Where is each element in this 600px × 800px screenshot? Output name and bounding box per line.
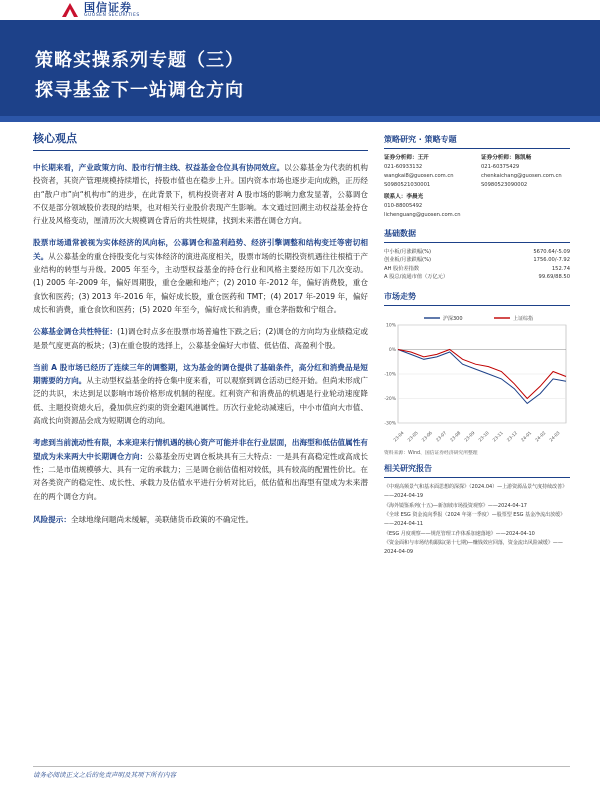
analyst-2-email[interactable]: chenkaichang@guosen.com.cn [481, 173, 562, 179]
footer-disclaimer: 请务必阅读正文之后的免责声明及其项下所有内容 [33, 771, 176, 779]
banner-stripe [0, 116, 600, 122]
logo-en: GUOSEN SECURITIES [84, 12, 140, 18]
market-trend-svg [384, 311, 570, 447]
x-tick-label: 23-09 [463, 431, 477, 444]
basic-data-row [384, 248, 570, 257]
x-tick-label: 24-02 [534, 431, 548, 444]
basic-data-key: AH 股价差指数 [384, 265, 420, 272]
market-trend-heading: 市场走势 [384, 291, 570, 306]
analyst-2-label: 证券分析师：陈凯畅 [481, 155, 532, 161]
paragraph-4 [33, 361, 368, 427]
analyst-2-phone: 021-60375429 [481, 164, 520, 170]
contact-block [384, 193, 570, 220]
analyst-1-phone: 021-60933132 [384, 164, 423, 170]
analyst-1-label: 证券分析师：王开 [384, 155, 429, 161]
paragraph-4-body: 从主动型权益基金的持仓集中度来看，可以观察到调仓活动已经开始。但尚未形成广泛的共识，未达到足以影响市场价格形成机制的程度。红利资产和消费品的机遇是行业轮动速度降低、主题投资熄火后，叠加供应约束的资金避风港属性。历次行业轮动减速后，中小市值向大市值、高成长向资源品会成为短期调仓的动向。 [33, 376, 369, 426]
related-report-item[interactable]: 《全球 ESG 资金流向季报（2024 年第一季度）—股票型 ESG 基金净流出放缓》——2024-04-11 [384, 512, 566, 528]
risk-text: 全球地缘问题尚未缓解，美联储货币政策的不确定性。 [70, 514, 254, 524]
legend-label: 沪深300 [443, 316, 463, 323]
footer-divider [33, 766, 570, 767]
x-tick-label: 23-10 [478, 431, 491, 444]
basic-data-row [384, 274, 570, 283]
basic-data-key: 创业板/月涨跌幅(%) [384, 257, 432, 264]
market-trend-chart [384, 311, 570, 447]
logo-cn: 国信证券 [84, 0, 132, 14]
page-title-line1: 策略实操系列专题（三） [35, 50, 244, 71]
basic-data-key: 中小板/月涨跌幅(%) [384, 248, 432, 255]
x-tick-label: 24-01 [520, 431, 534, 444]
basic-data-row [384, 257, 570, 266]
paragraph-3-lead: 公募基金调仓共性特征： [33, 327, 118, 337]
related-report-item[interactable]: 《中观高频景气和基本面思想的深探》（2024.04）—上游资源品景气度持续改善》——2024-04-19 [384, 484, 568, 500]
page-title-line2: 探寻基金下一站调仓方向 [35, 80, 244, 101]
sidebar [384, 134, 570, 558]
risk-label: 风险提示： [33, 514, 71, 524]
basic-data-key: A 股总/流通市值（万亿元） [384, 274, 449, 281]
paragraph-1-body: 以公募基金为代表的机构投资者，其资产管理规模持续增长，持股市值也在稳步上升。国内资本市场也逐步走向成熟，正历经由“散户市”向“机构市”的进步，在此背景下，机构投资者对 A 股市场的影响力愈发显著，公募调仓不仅是部分领域股价表现的结果，也对相关行业股价表现产生影响。本文通过回溯主动权益基金持仓行业及风格变动，厘清历次大规模调仓背后的共性规律，找到未来潜在调仓方向。 [33, 163, 368, 226]
related-report-item[interactable]: 《资金面和与市场结构跟踪(第十七期)—赚钱效应回落，资金流出风险减缓》——2024-04-09 [384, 540, 563, 556]
y-tick-label: -20% [384, 397, 396, 403]
basic-data-table [384, 248, 570, 282]
y-tick-label: -30% [384, 421, 396, 427]
contact-email[interactable]: lichenguang@guosen.com.cn [384, 212, 461, 218]
analyst-1-email[interactable]: wangkai8@guosen.com.cn [384, 173, 454, 179]
paragraph-1-lead: 中长期来看，产业政策方向、股市行情主线、权益基金仓位具有协同效应。 [33, 163, 285, 172]
paragraph-5-lead: 考虑到当前流动性有限，本来迎来行情机遇的核心资产可能并非在行业层面，出海型和低估值属性有望成为未来两大中长期调仓方向： [33, 438, 368, 461]
x-tick-label: 23-11 [492, 431, 505, 444]
basic-data-value: 152.74 [551, 265, 570, 272]
basic-data-heading: 基础数据 [384, 228, 570, 243]
related-reports-heading: 相关研究报告 [384, 463, 570, 478]
paragraph-5-body: 公募基金历史调仓板块具有三大特点：一是具有高稳定性或高成长性；二是市值规模够大、具有一定的承载力；三是调仓前估值相对较低，具有较高的配置性价比。在对各类资产的稳定性、成长性、承载力及估值水平进行分析对比后，低估值和出海型有望成为未来潜在的两个调仓方向。 [33, 451, 369, 501]
contact-phone: 010-88005492 [384, 203, 423, 209]
related-report-item[interactable]: 《ESG 月度观察——规范管理工作体系加速落地》——2024-04-10 [384, 530, 535, 537]
report-type: 策略研究 · 策略专题 [384, 134, 570, 149]
x-tick-label: 23-08 [449, 431, 463, 444]
paragraph-3 [33, 325, 368, 352]
paragraph-3-body: (1)调仓时点多在股票市场普遍性下跌之后；(2)调仓的方向均为业绩稳定或是景气度更高的板块；(3)在重仓股的选择上，公募基金偏好大市值、低估值、高盈利个股。 [33, 327, 368, 350]
core-views-heading: 核心观点 [33, 130, 368, 151]
core-views-column [33, 130, 368, 526]
y-tick-label: 0% [388, 348, 396, 354]
paragraph-2-lead: 股票市场通常被视为实体经济的风向标，公募调仓和盈利趋势、经济引擎调整和结构变迁等密切相关。 [33, 238, 368, 261]
chart-source-note: 资料来源：Wind、国信证券经济研究所整理 [384, 451, 478, 457]
basic-data-value: 5670.64/-5.09 [533, 248, 570, 255]
basic-data-value: 1756.00/-7.92 [533, 257, 570, 264]
related-report-item[interactable]: 《海外镜鉴系列(十五)—新加坡市场投资观察》——2024-04-17 [384, 502, 527, 509]
analyst-2-cert: S0980523090002 [481, 182, 528, 188]
basic-data-row [384, 265, 570, 274]
y-tick-label: 10% [385, 323, 396, 329]
x-tick-label: 23-07 [435, 431, 448, 444]
legend-label: 上证综指 [513, 316, 534, 323]
contact-label: 联系人：李晨光 [384, 194, 424, 200]
x-tick-label: 24-03 [549, 431, 562, 444]
analysts-block [384, 154, 570, 190]
paragraph-1 [33, 161, 368, 227]
paragraph-4-lead: 当前 A 股市场已经历了连续三年的调整期，这为基金的调仓提供了基础条件，高分红和消费品是短期需要的方向。 [33, 362, 368, 386]
basic-data-value: 99.69/88.50 [538, 274, 570, 281]
company-logo [62, 0, 202, 20]
series-line-0 [398, 350, 566, 404]
logo-mark-icon [62, 3, 78, 17]
analyst-1 [384, 154, 473, 190]
paragraph-2 [33, 236, 368, 316]
y-tick-label: -10% [384, 372, 396, 378]
paragraph-2-body: 从公募基金的重仓持股变化与实体经济的演进高度相关，股票市场的长期投资机遇往往根植于产业结构的转型与升级。2005 年至今，主动型权益基金的持仓行业和风格主要经历如下几次变动。(1) 2005 年-2009 年，偏好周期股，重仓金融和地产；(2) 2010 年-2012 年，偏好消费股，重仓食饮和医药；(3) 2013 年-2016 年，偏好成长股，重仓医药和 TMT；(4) 2017 年-2019 年，偏好成长和消费，重仓食饮和医药；(5) 2020 年至今，偏好成长和消费，重仓茅指数和宁组合。 [33, 251, 369, 314]
risk-warning [33, 513, 368, 526]
related-reports-list [384, 483, 570, 557]
x-tick-label: 23-06 [421, 431, 434, 444]
title-banner [0, 20, 600, 122]
x-tick-label: 23-05 [407, 431, 420, 444]
analyst-1-cert: S0980521030001 [384, 182, 431, 188]
analyst-2 [481, 154, 570, 190]
paragraph-5 [33, 436, 368, 502]
x-tick-label: 23-04 [393, 431, 406, 444]
x-tick-label: 23-12 [506, 431, 519, 444]
